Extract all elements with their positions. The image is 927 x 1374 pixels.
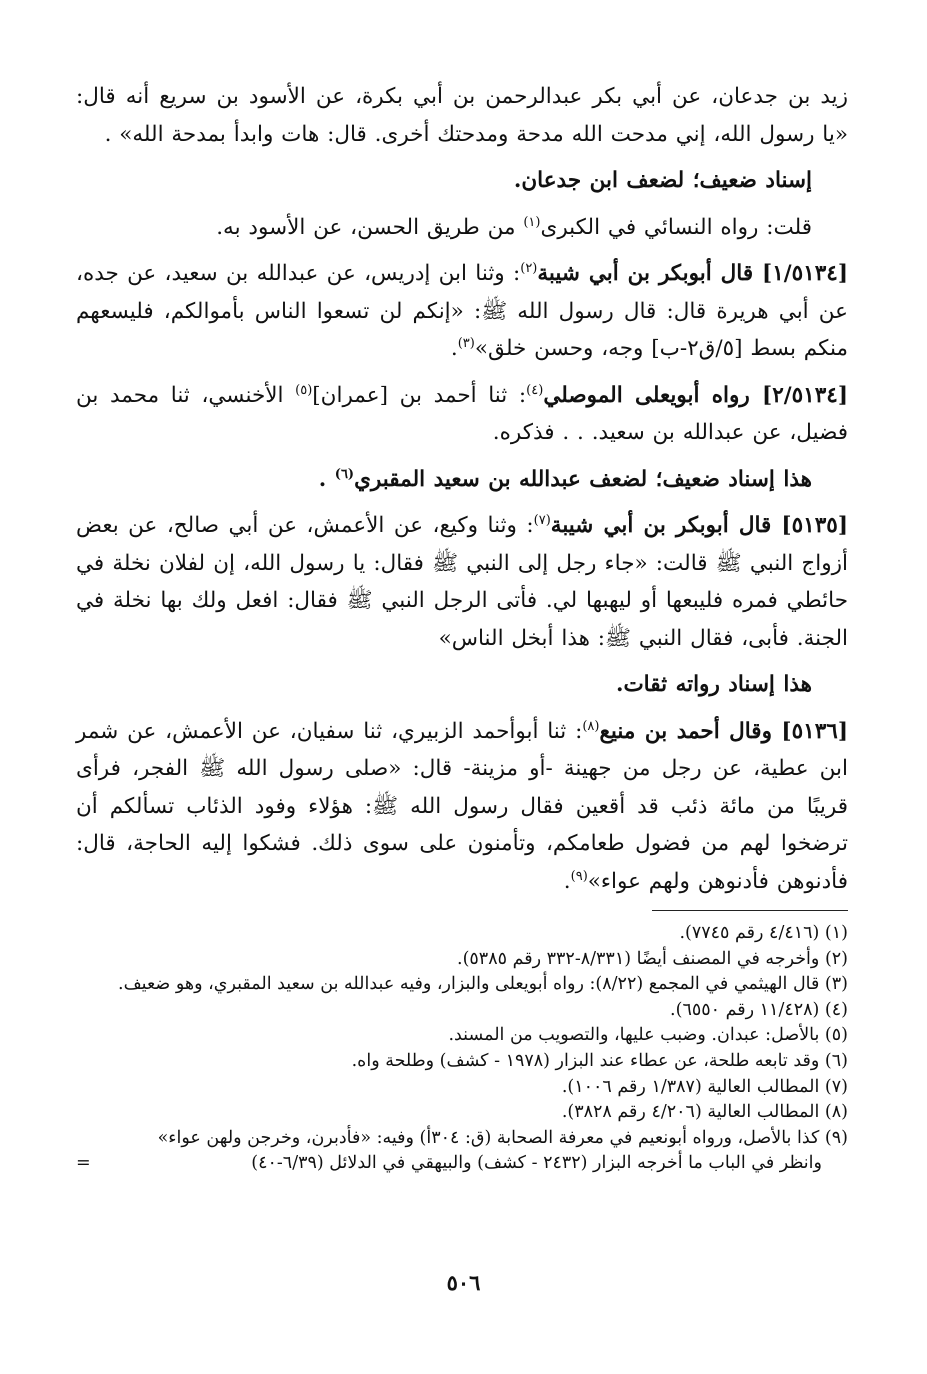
continuation-mark: = <box>76 1153 91 1174</box>
paragraph <box>76 78 848 153</box>
footnote-ref[interactable]: (٣) <box>457 336 475 351</box>
hadith-text: : ثنا أحمد بن [عمران] <box>312 382 527 408</box>
hadith-entry <box>76 507 848 657</box>
paragraph-text: قلت: رواه النسائي في الكبرى <box>540 214 812 240</box>
grading-note <box>76 162 848 200</box>
footnote-continuation <box>76 1151 848 1177</box>
footnote: (٢) وأخرجه في المصنف أيضًا (٨/٣٣١-٣٣٢ رقم ٥٣٨٥). <box>457 948 848 969</box>
hadith-entry <box>76 377 848 452</box>
footnote: (٤) (١١/٤٢٨ رقم ٦٥٥٠). <box>670 999 848 1020</box>
hadith-text: . <box>450 336 458 361</box>
hadith-number-label: [٥١٣٥] قال أبوبكر بن أبي شيبة <box>550 513 849 538</box>
footnote-ref[interactable]: (٥) <box>295 382 313 398</box>
paragraph <box>76 209 848 247</box>
grading-text: إسناد ضعيف؛ لضعف ابن جدعان. <box>513 168 812 193</box>
grading-note <box>76 461 848 499</box>
hadith-entry <box>76 255 848 368</box>
footnote: (٨) المطالب العالية (٤/٢٠٦ رقم ٣٨٢٨). <box>561 1102 848 1123</box>
grading-text: هذا إسناد رواته ثقات. <box>615 672 812 697</box>
footnote: (٣) قال الهيثمي في المجمع (٨/٢٢): رواه أبويعلى والبزار، وفيه عبدالله بن سعيد المقبري، وهو ضعيف. <box>118 974 848 995</box>
footnote-separator <box>652 910 848 911</box>
footnote: (٦) وقد تابعه طلحة، عن عطاء عند البزار (١٩٧٨ - كشف) وطلحة واه. <box>351 1050 848 1071</box>
grading-text: . <box>318 466 335 492</box>
footnote-ref[interactable]: (٦) <box>334 466 355 482</box>
hadith-number-label: [٢/٥١٣٤] رواه أبويعلى الموصلي <box>543 382 848 408</box>
hadith-number-label: [١/٥١٣٤] قال أبوبكر بن أبي شيبة <box>537 261 849 286</box>
footnote-ref[interactable]: (٨) <box>582 718 600 734</box>
hadith-text: : وثنا ابن إدريس، عن عبدالله بن سعيد، عن جده، عن أبي هريرة قال: قال رسول الله ﷺ: «إنكم لن تسعوا الناس بأموالكم، فليسعهم منكم بسط [٥/ق٢-ب] وجه، وحسن خلق» <box>76 261 848 361</box>
hadith-entry <box>76 713 848 901</box>
footnote: (٥) بالأصل: عبدان. وضبب عليها، والتصويب من المسند. <box>448 1025 848 1046</box>
footnote: (٩) كذا بالأصل، ورواه أبونعيم في معرفة الصحابة (ق: ٣٠٤أ) وفيه: «فأدبرن، وخرجن ولهن عواء» <box>157 1127 848 1148</box>
hadith-text: الأخنسي، ثنا محمد بن فضيل، عن عبدالله بن سعيد. . . فذكره. <box>76 382 848 445</box>
grading-text: هذا إسناد ضعيف؛ لضعف عبدالله بن سعيد المقبري <box>354 466 812 492</box>
footnote-ref[interactable]: (٧) <box>533 513 551 528</box>
hadith-text: : ثنا أبوأحمد الزبيري، ثنا سفيان، عن الأعمش، عن شمر ابن عطية، عن رجل من جهينة -أو مزينة- قال: «صلى رسول الله ﷺ الفجر، فرأى قريبًا من مائة ذئب قد أقعين فقال رسول الله ﷺ: هؤلاء وفود الذئاب تسألكم أن ترضخوا لهم من فضول طعامكم، وتأمنون على سوى ذلك. فشكوا إليه الحاجة، قال: فأدنوهن فأدنوهن ولهم عواء» <box>76 718 848 894</box>
footnotes <box>76 921 848 1177</box>
page-number: ٥٠٦ <box>446 1270 481 1295</box>
footnote: (٧) المطالب العالية (١/٣٨٧ رقم ١٠٠٦). <box>561 1076 848 1097</box>
hadith-number-label: [٥١٣٦] وقال أحمد بن منيع <box>599 718 848 744</box>
footnote-ref[interactable]: (٩) <box>570 868 588 884</box>
footnote-continuation-text: وانظر في الباب ما أخرجه البزار (٢٤٣٢ - كشف) والبيهقي في الدلائل (٦/٣٩-٤٠) <box>251 1153 822 1174</box>
hadith-text: : وثنا وكيع، عن الأعمش، عن أبي صالح، عن بعض أزواج النبي ﷺ قالت: «جاء رجل إلى النبي ﷺ فقال: يا رسول الله، إن لفلان نخلة في حائطي فمره فليبعها أو ليهبها لي. فأتى الرجل النبي ﷺ فقال: افعل ولك بها نخلة في الجنة. فأبى، فقال النبي ﷺ: هذا أبخل الناس» <box>76 513 848 651</box>
paragraph-text: زيد بن جدعان، عن أبي بكر عبدالرحمن بن أبي بكرة، عن الأسود بن سريع أنه قال: «يا رسول الله، إني مدحت الله مدحة ومدحتك أخرى. قال: هات وابدأ بمدحة الله» . <box>76 84 848 147</box>
grading-note <box>76 666 848 704</box>
page-body <box>76 78 848 1177</box>
footnote-ref[interactable]: (١) <box>523 214 541 230</box>
hadith-text: . <box>563 868 571 894</box>
paragraph-text: من طريق الحسن، عن الأسود به. <box>216 214 524 240</box>
footnote: (١) (٤/٤١٦ رقم ٧٧٤٥). <box>679 923 848 943</box>
footnote-ref[interactable]: (٤) <box>526 382 544 398</box>
footnote-ref[interactable]: (٢) <box>520 261 538 276</box>
